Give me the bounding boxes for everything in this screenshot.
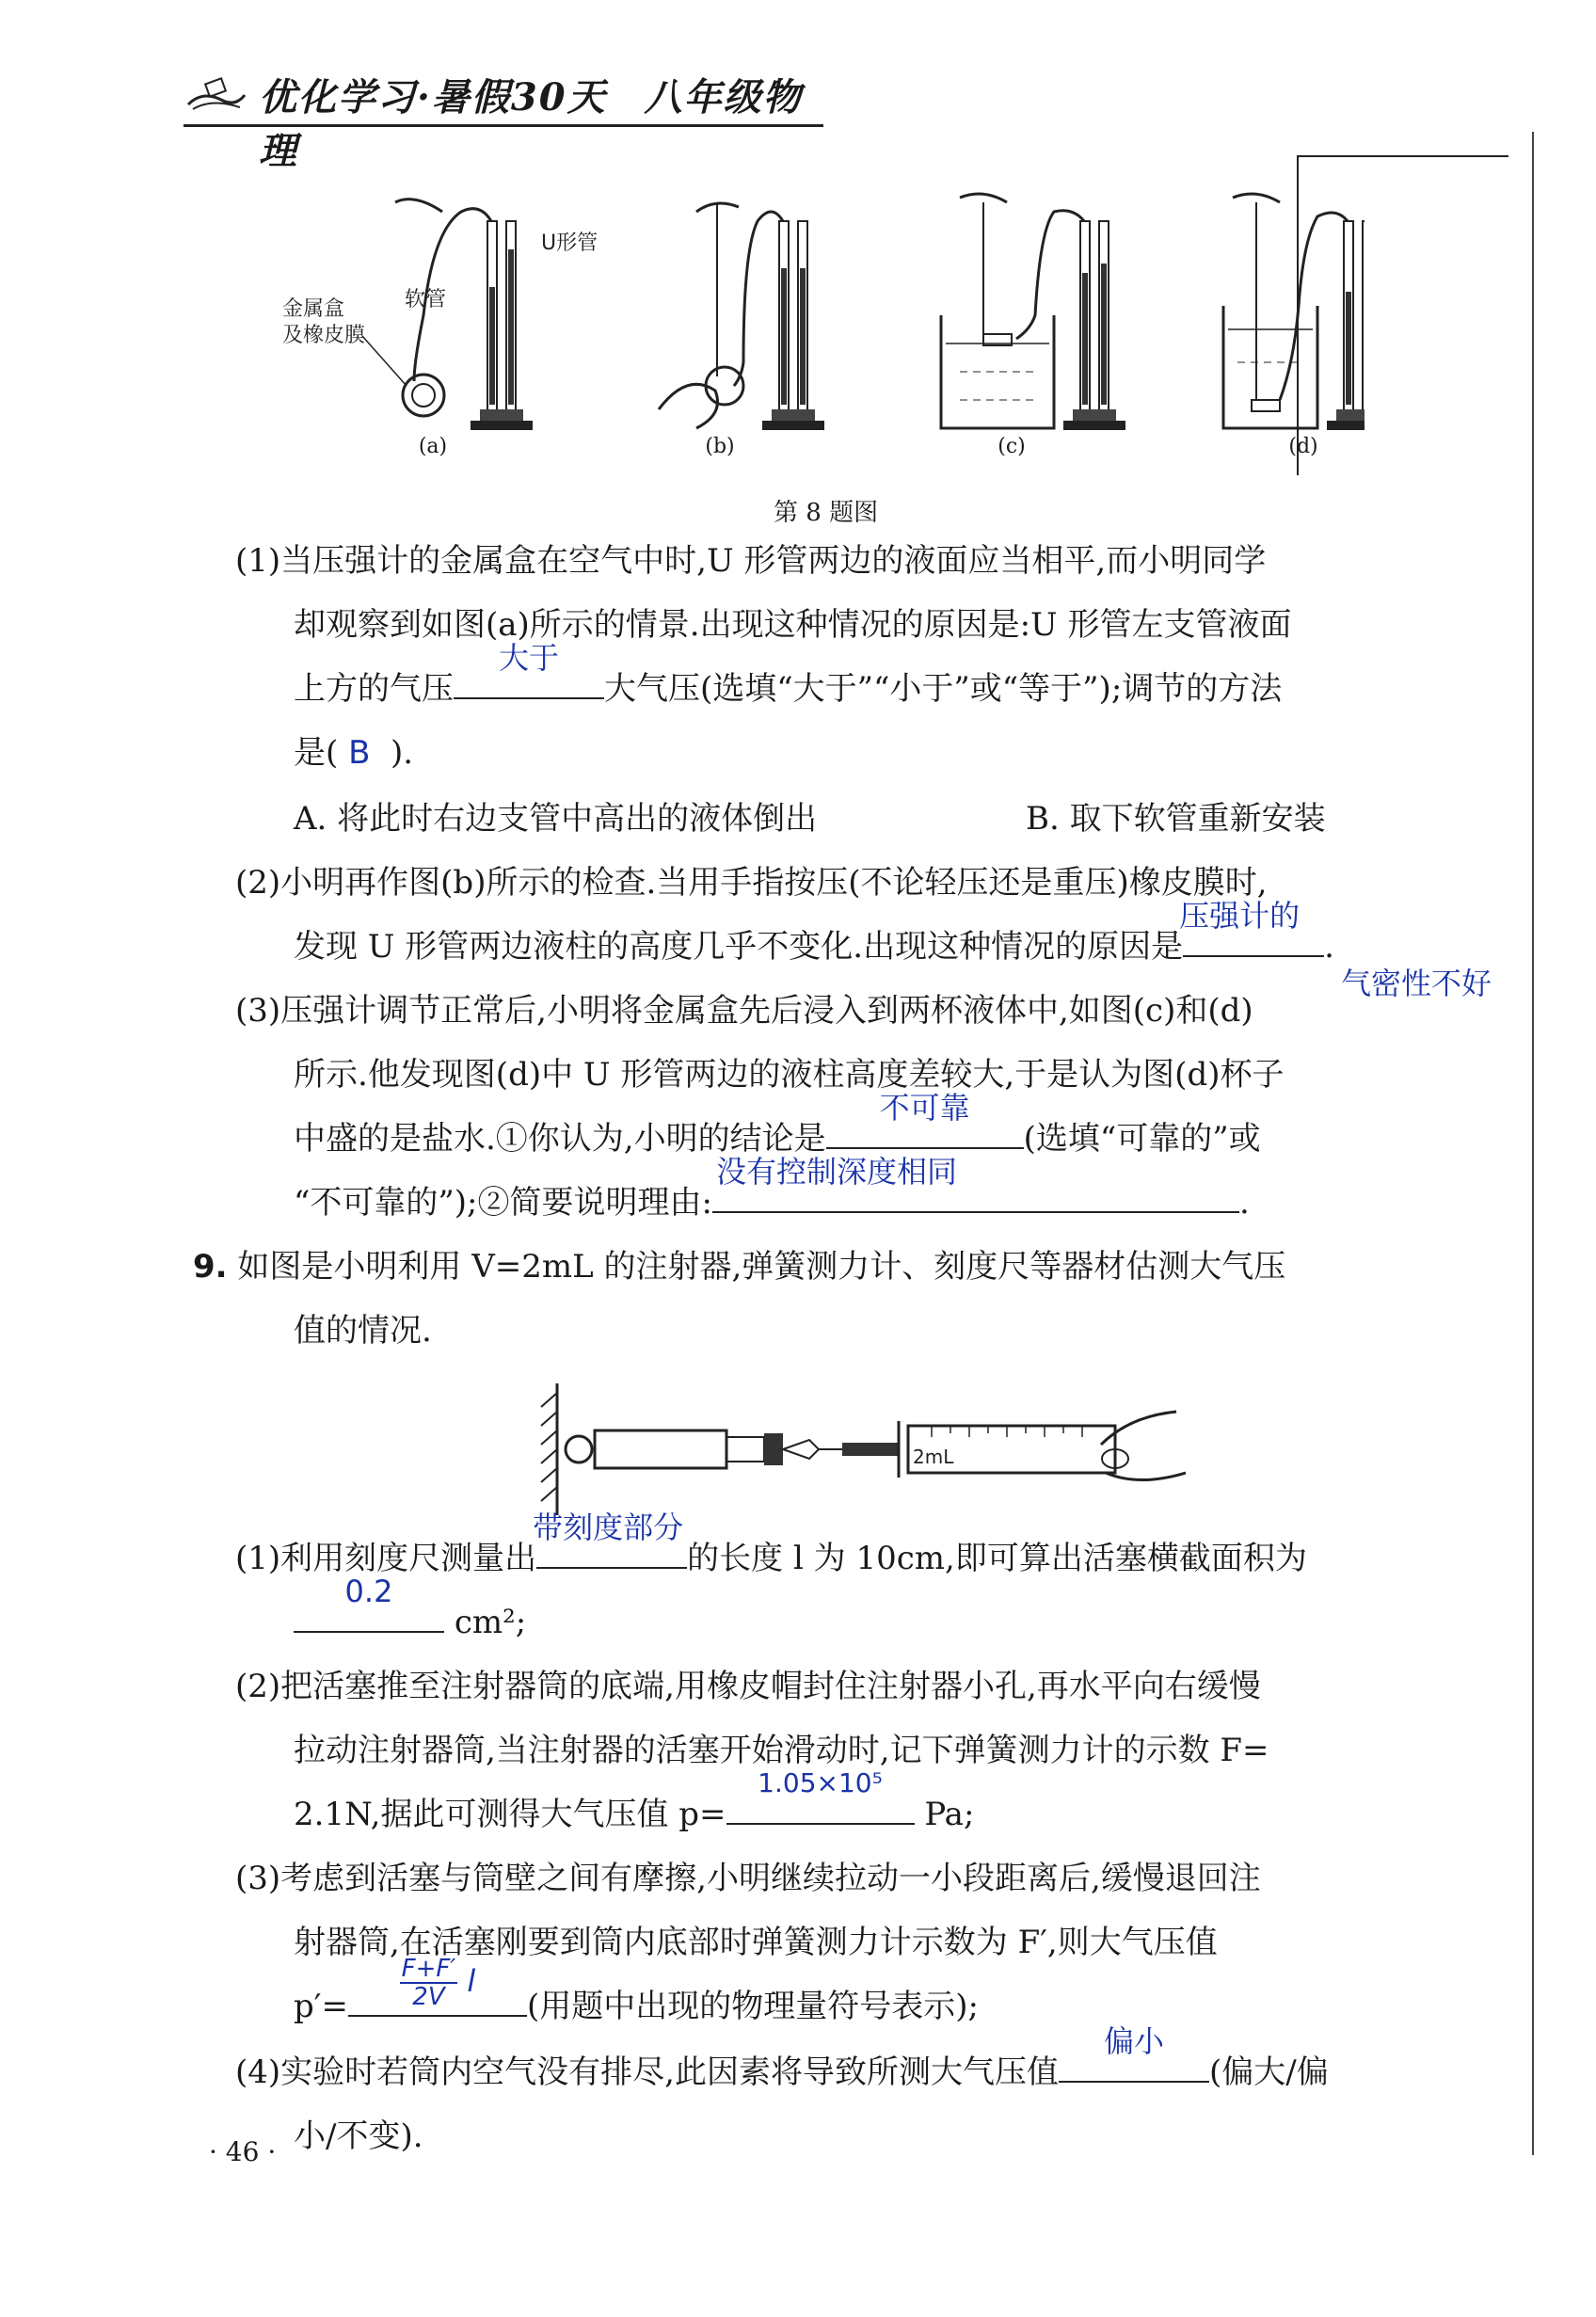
q8-1-line3: 上方的气压 大于 大气压(选填“大于”“小于”或“等于”);调节的方法 — [294, 640, 1283, 708]
margin-rule — [1532, 132, 1534, 2155]
q8-3-line1: (3)压强计调节正常后,小明将金属盒先后浸入到两杯液体中,如图(c)和(d) — [235, 992, 1253, 1030]
q9-4-line1: (4)实验时若筒内空气没有排尽,此因素将导致所测大气压值 偏小 (偏大/偏 — [235, 2023, 1329, 2091]
answer-blank-area[interactable]: 0.2 — [294, 1593, 444, 1633]
q8-1-line2: 却观察到如图(a)所示的情景.出现这种情况的原因是:U 形管左支管液面 — [294, 606, 1292, 644]
q9-4-line2: 小/不变). — [294, 2117, 423, 2155]
figure-label-b: (b) — [705, 435, 735, 458]
answer-blank-formula[interactable]: $\frac{F+F'}{2V}$ l — [348, 1977, 527, 2017]
book-logo-icon — [184, 72, 249, 119]
manometer-a — [282, 200, 598, 430]
q9-3-line2: 射器筒,在活塞刚要到筒内底部时弹簧测力计示数为 F′,则大气压值 — [294, 1924, 1218, 1961]
frame-rule-top — [1297, 155, 1508, 157]
svg-text:及橡皮膜: 及橡皮膜 — [282, 324, 366, 347]
header-title: 优化学习·暑假30天 八年级物理 — [259, 75, 803, 173]
q9-2-line1: (2)把活塞推至注射器筒的底端,用橡皮帽封住注射器小孔,再水平向右缓慢 — [235, 1668, 1261, 1705]
q9-line2: 值的情况. — [294, 1312, 432, 1350]
q8-2-line1: (2)小明再作图(b)所示的检查.当用手指按压(不论轻压还是重压)橡皮膜时, — [235, 864, 1268, 902]
q9-1-line2: 0.2 cm²; — [294, 1590, 526, 1654]
answer-blank-pressure[interactable]: 大于 — [454, 660, 604, 699]
page-number: · 46 · — [209, 2136, 277, 2167]
figure-label-c: (c) — [998, 435, 1026, 458]
q8-1-line1: (1)当压强计的金属盒在空气中时,U 形管两边的液面应当相平,而小明同学 — [235, 542, 1267, 580]
q9-1-line1: (1)利用刻度尺测量出 带刻度部分 的长度 l 为 10cm,即可算出活塞横截面积为 — [235, 1510, 1307, 1577]
manometer-d — [1223, 194, 1365, 430]
answer-blank-conclusion[interactable]: 不可靠 — [826, 1110, 1024, 1149]
page-header — [184, 66, 823, 173]
figure-8-caption: 第 8 题图 — [774, 499, 879, 527]
answer-blank-effect[interactable]: 偏小 — [1059, 2043, 1209, 2083]
q8-3-line2: 所示.他发现图(d)中 U 形管两边的液柱高度差较大,于是认为图(d)杯子 — [294, 1056, 1285, 1094]
answer-reason-cont: 气密性不好 — [1341, 966, 1492, 1001]
q8-option-a: A. 将此时右边支管中高出的液体倒出 — [294, 800, 818, 838]
manometer-b — [659, 202, 824, 430]
answer-blank-pressure-value[interactable]: 1.05×10⁵ — [726, 1785, 915, 1825]
q8-1-line4: 是( B ). — [294, 734, 414, 772]
svg-text:软管: 软管 — [405, 288, 447, 312]
svg-text:2mL: 2mL — [913, 1446, 954, 1468]
q8-3-line4: “不可靠的”);②简要说明理由: 没有控制深度相同 . — [294, 1154, 1250, 1222]
figure-label-a: (a) — [418, 435, 448, 458]
svg-text:U形管: U形管 — [541, 232, 598, 255]
q9-2-line3: 2.1N,据此可测得大气压值 p= 1.05×10⁵ Pa; — [294, 1767, 975, 1833]
manometer-c — [941, 194, 1125, 430]
answer-blank-measure[interactable]: 带刻度部分 — [536, 1529, 687, 1569]
figure-label-d: (d) — [1288, 435, 1318, 458]
q9-line1: 9. 如图是小明利用 V=2mL 的注射器,弹簧测力计、刻度尺等器材估测大气压 — [193, 1248, 1286, 1286]
answer-blank-reason[interactable]: 压强计的 — [1183, 918, 1324, 957]
q9-3-line3: p′= $\frac{F+F'}{2V}$ l (用题中出现的物理量符号表示); — [294, 1955, 979, 2025]
figure-8-illustration — [282, 174, 1365, 456]
q8-3-line3: 中盛的是盐水.①你认为,小明的结论是 不可靠 (选填“可靠的”或 — [294, 1090, 1261, 1158]
q8-option-b: B. 取下软管重新安装 — [1026, 800, 1326, 838]
q9-3-line1: (3)考虑到活塞与筒壁之间有摩擦,小明继续拉动一小段距离后,缓慢退回注 — [235, 1860, 1261, 1897]
q9-2-line2: 拉动注射器筒,当注射器的活塞开始滑动时,记下弹簧测力计的示数 F= — [294, 1732, 1269, 1769]
answer-blank-explanation[interactable]: 没有控制深度相同 — [712, 1174, 1239, 1213]
answer-method[interactable]: B — [348, 734, 371, 772]
svg-text:金属盒: 金属盒 — [282, 297, 345, 321]
q8-2-line2: 发现 U 形管两边液柱的高度几乎不变化.出现这种情况的原因是 压强计的 . — [294, 898, 1334, 966]
